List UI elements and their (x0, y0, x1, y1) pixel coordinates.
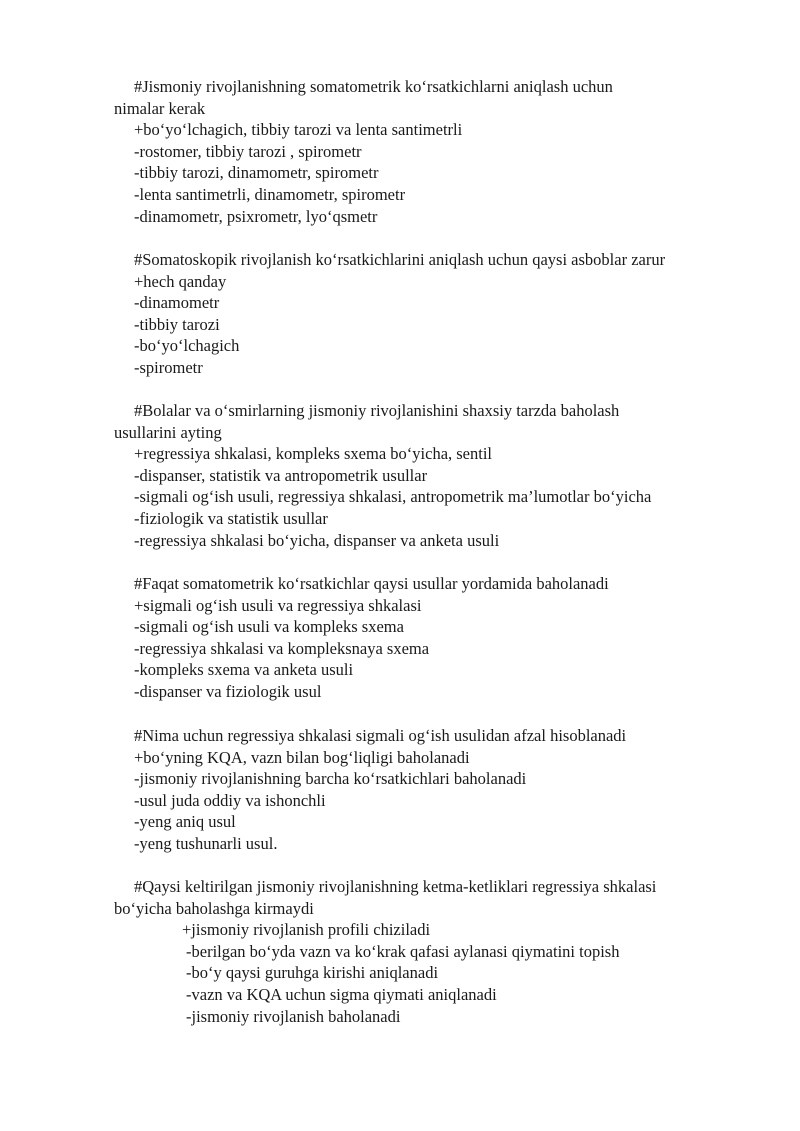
question-text: #Jismoniy rivojlanishning somatometrik ko‘rsatkichlarni aniqlash uchun (134, 77, 613, 96)
answer-option: -yeng tushunarli usul. (134, 833, 278, 853)
question-text-continued: bo‘yicha baholashga kirmaydi (114, 898, 314, 918)
answer-option: -bo‘yo‘lchagich (134, 336, 240, 356)
answer-option: -vazn va KQA uchun sigma qiymati aniqlanadi (186, 984, 497, 1004)
answer-option-correct: +bo‘yning KQA, vazn bilan bog‘liqligi baholanadi (134, 747, 470, 767)
answer-option: -jismoniy rivojlanishning barcha ko‘rsatkichlari baholanadi (134, 769, 527, 789)
answer-option: -usul juda oddiy va ishonchli (134, 790, 326, 810)
answer-option: -spirometr (134, 357, 203, 377)
answer-option: -dinamometr (134, 293, 220, 313)
question-text: #Nima uchun regressiya shkalasi sigmali og‘ish usulidan afzal hisoblanadi (134, 726, 627, 745)
question-block-4 (114, 573, 754, 703)
answer-option: -dinamometr, psixrometr, lyo‘qsmetr (134, 206, 378, 226)
question-text-continued: usullarini ayting (114, 422, 222, 442)
question-block-1 (114, 76, 754, 227)
answer-option: -lenta santimetrli, dinamometr, spirometr (134, 184, 406, 204)
answer-option: -rostomer, tibbiy tarozi , spirometr (134, 141, 362, 161)
answer-option: -sigmali og‘ish usuli, regressiya shkalasi, antropometrik ma’lumotlar bo‘yicha (134, 487, 652, 507)
answer-option: -tibbiy tarozi, dinamometr, spirometr (134, 163, 379, 183)
question-block-3 (114, 400, 754, 551)
answer-option: -tibbiy tarozi (134, 314, 220, 334)
question-text-continued: nimalar kerak (114, 98, 206, 118)
question-block-6 (114, 876, 754, 1027)
answer-option: -dispanser va fiziologik usul (134, 681, 322, 701)
answer-option: -jismoniy rivojlanish baholanadi (186, 1006, 401, 1026)
answer-option: -bo‘y qaysi guruhga kirishi aniqlanadi (186, 963, 439, 983)
answer-option-correct: +sigmali og‘ish usuli va regressiya shkalasi (134, 595, 422, 615)
answer-option-correct: +regressiya shkalasi, kompleks sxema bo‘yicha, sentil (134, 444, 493, 464)
answer-option: -dispanser, statistik va antropometrik usullar (134, 465, 428, 485)
answer-option: -yeng aniq usul (134, 812, 236, 832)
question-text: #Faqat somatometrik ko‘rsatkichlar qaysi usullar yordamida baholanadi (134, 574, 609, 593)
question-block-5 (114, 725, 754, 855)
answer-option: -regressiya shkalasi va kompleksnaya sxema (134, 638, 430, 658)
question-block-2 (114, 249, 754, 379)
answer-option: -regressiya shkalasi bo‘yicha, dispanser va anketa usuli (134, 530, 500, 550)
question-text: #Somatoskopik rivojlanish ko‘rsatkichlarini aniqlash uchun qaysi asboblar zarur (134, 250, 666, 269)
answer-option: -kompleks sxema va anketa usuli (134, 660, 354, 680)
answer-option-correct: +jismoniy rivojlanish profili chiziladi (182, 920, 431, 940)
answer-option: -sigmali og‘ish usuli va kompleks sxema (134, 617, 404, 637)
question-text: #Bolalar va o‘smirlarning jismoniy rivojlanishini shaxsiy tarzda baholash (134, 401, 620, 420)
question-text: #Qaysi keltirilgan jismoniy rivojlanishning ketma-ketliklari regressiya shkalasi (134, 877, 657, 896)
answer-option: -fiziologik va statistik usullar (134, 508, 328, 528)
answer-option: -berilgan bo‘yda vazn va ko‘krak qafasi aylanasi qiymatini topish (186, 941, 620, 961)
answer-option-correct: +bo‘yo‘lchagich, tibbiy tarozi va lenta santimetrli (134, 120, 463, 140)
answer-option-correct: +hech qanday (134, 271, 227, 291)
